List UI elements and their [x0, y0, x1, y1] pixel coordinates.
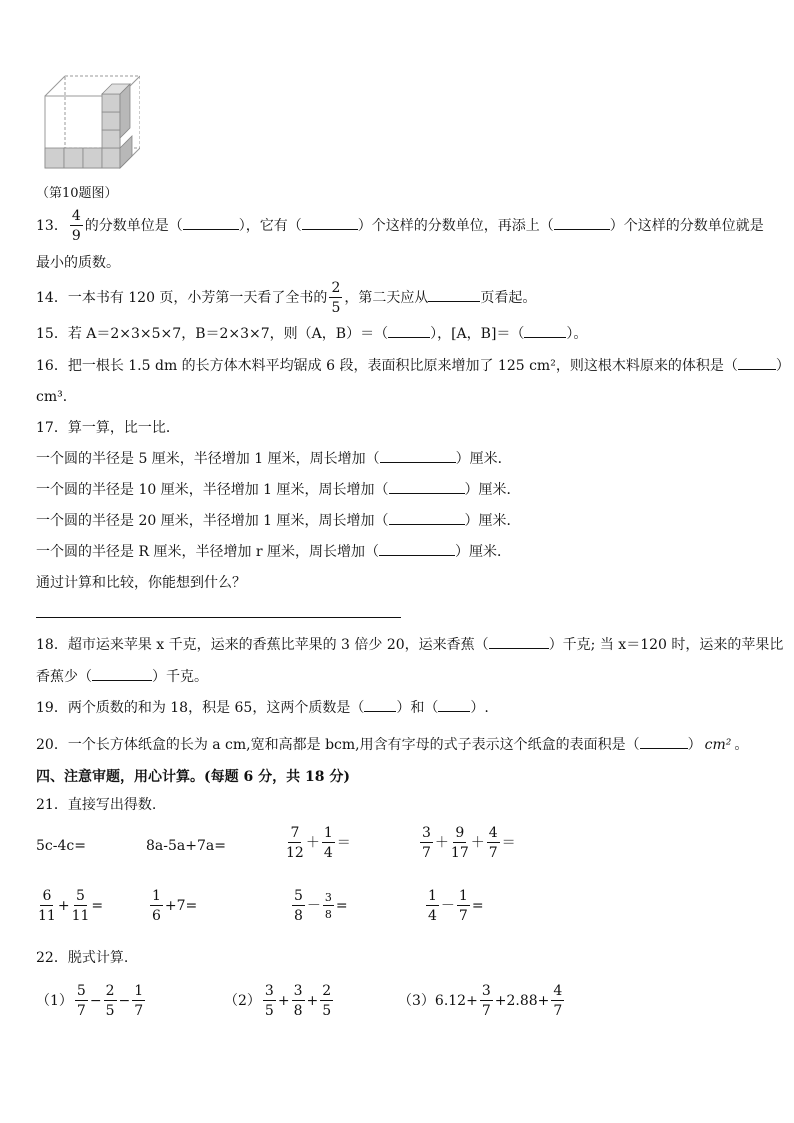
- expression: $\frac{1}{4}$ － $\frac{1}{7}$ =: [428, 888, 484, 924]
- answer-line[interactable]: [36, 617, 401, 618]
- question-22-title: 22．脱式计算.: [36, 950, 129, 966]
- answer-blank[interactable]: [428, 289, 480, 302]
- answer-blank[interactable]: [92, 668, 152, 681]
- question-16: 16．把一根长 1.5 dm 的长方体木料平均锯成 6 段，表面积比原来增加了 125 cm²，则这根木料原来的体积是（ ）: [36, 358, 790, 374]
- question-13: 13． $\frac{4}{9}$ 的分数单位是（ ），它有（ ）个这样的分数单位，再添上（ ）个这样的分数单位就是: [36, 208, 764, 244]
- figure-caption: （第10题图）: [36, 186, 118, 201]
- answer-blank[interactable]: [183, 217, 239, 230]
- section-4-heading: 四、注意审题，用心计算。(每题 6 分，共 18 分): [36, 769, 350, 785]
- expression: 5c-4c=: [36, 838, 86, 854]
- question-21-title: 21．直接写出得数.: [36, 797, 157, 813]
- expression: $\frac{5}{8}$ － $\frac{3}{8}$ =: [294, 888, 348, 924]
- fraction: $\frac{4}{9}$: [71, 208, 81, 244]
- question-17-row: 一个圆的半径是 R 厘米，半径增加 r 厘米，周长增加（ ）厘米．: [36, 544, 512, 560]
- expression: $\frac{6}{11}$ + $\frac{5}{11}$ =: [38, 888, 104, 924]
- question-15: 15．若 A＝2×3×5×7，B＝2×3×7，则（A，B）＝（ ），[A，B]＝（ ）。: [36, 326, 588, 342]
- answer-blank[interactable]: [388, 325, 430, 338]
- answer-blank[interactable]: [389, 512, 465, 525]
- answer-blank[interactable]: [489, 636, 549, 649]
- answer-blank[interactable]: [738, 357, 776, 370]
- expression: $\frac{7}{12}$ ＋ $\frac{1}{4}$ ＝: [286, 825, 351, 861]
- question-14: 14．一本书有 120 页，小芳第一天看了全书的 $\frac{2}{5}$ ，第二天应从 页看起。: [36, 280, 537, 316]
- question-18: 18．超市运来苹果 x 千克，运来的香蕉比苹果的 3 倍少 20，运来香蕉（ ）千克; 当 x＝120 时，运来的苹果比: [36, 637, 784, 653]
- question-17-row: 一个圆的半径是 5 厘米，半径增加 1 厘米，周长增加（ ）厘米．: [36, 451, 512, 467]
- answer-blank[interactable]: [379, 543, 455, 556]
- question-17-prompt: 通过计算和比较，你能想到什么？: [36, 575, 246, 591]
- answer-blank[interactable]: [554, 217, 610, 230]
- expression: （1） $\frac{5}{7}$ − $\frac{2}{5}$ − $\frac{1}{7}$: [36, 983, 144, 1019]
- answer-blank[interactable]: [302, 217, 358, 230]
- expression: （2） $\frac{3}{5}$ + $\frac{3}{8}$ + $\frac{2}{5}$: [224, 983, 332, 1019]
- fraction: $\frac{2}{5}$: [331, 280, 341, 316]
- expression: $\frac{1}{6}$ +7=: [152, 888, 198, 924]
- answer-blank[interactable]: [364, 699, 396, 712]
- answer-blank[interactable]: [389, 481, 465, 494]
- question-16-line2: cm³．: [36, 389, 77, 405]
- question-20: 20．一个长方体纸盒的长为 a cm,宽和高都是 bcm,用含有字母的式子表示这个纸盒的表面积是（ ） cm² 。: [36, 737, 749, 753]
- question-19: 19．两个质数的和为 18，积是 65，这两个质数是（ ）和（ ）.: [36, 700, 489, 716]
- question-17-title: 17．算一算，比一比．: [36, 420, 180, 436]
- cube-figure: [40, 72, 140, 172]
- answer-blank[interactable]: [524, 325, 566, 338]
- answer-blank[interactable]: [380, 450, 456, 463]
- question-17-row: 一个圆的半径是 10 厘米，半径增加 1 厘米，周长增加（ ）厘米．: [36, 482, 521, 498]
- answer-blank[interactable]: [438, 699, 470, 712]
- expression: （3）6.12+ $\frac{3}{7}$ +2.88+ $\frac{4}{7}$: [398, 983, 563, 1019]
- expression: $\frac{3}{7}$ ＋ $\frac{9}{17}$ ＋ $\frac{4}{7}$ ＝: [422, 825, 516, 861]
- expression: 8a-5a+7a=: [146, 838, 226, 854]
- question-18-line2: 香蕉少（ ）千克。: [36, 669, 208, 685]
- answer-blank[interactable]: [640, 736, 688, 749]
- question-13-line2: 最小的质数。: [36, 255, 120, 271]
- question-17-row: 一个圆的半径是 20 厘米，半径增加 1 厘米，周长增加（ ）厘米．: [36, 513, 521, 529]
